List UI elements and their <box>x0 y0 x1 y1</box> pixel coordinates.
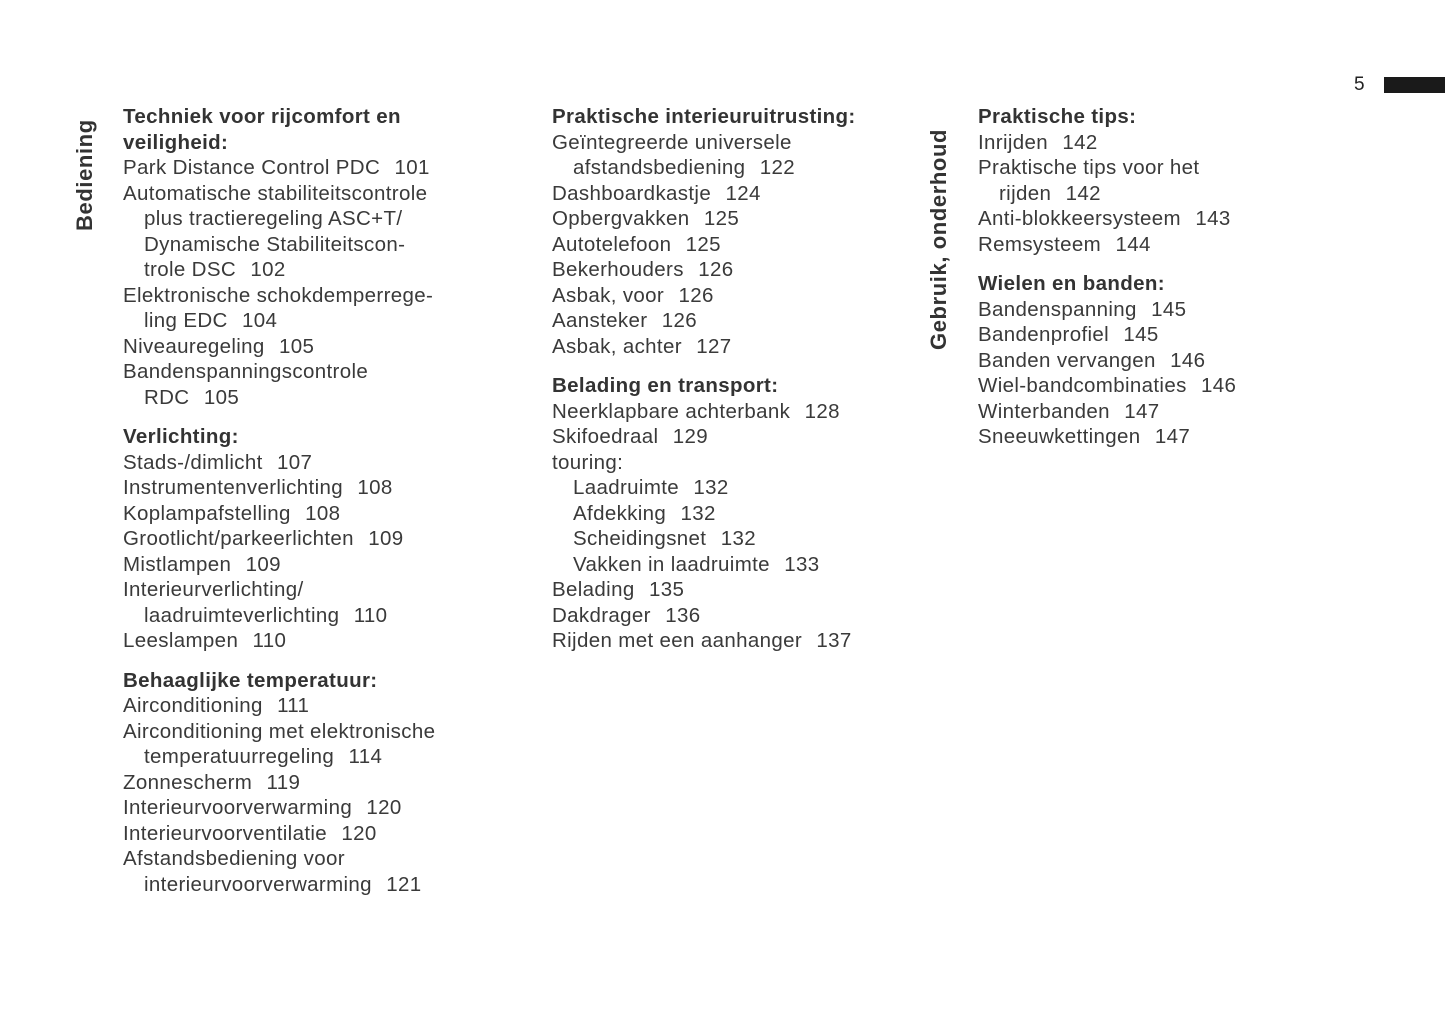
toc-entry[interactable] <box>552 232 912 258</box>
entry-line <box>978 348 1418 374</box>
entry-label: Sneeuwkettingen <box>978 425 1141 448</box>
entry-page-number: 145 <box>1151 297 1187 321</box>
toc-section <box>552 373 912 654</box>
entry-line <box>552 130 912 156</box>
section-title: Praktische tips: <box>978 105 1137 128</box>
entry-page-number: 126 <box>698 258 734 281</box>
entry-label: Skifoedraal <box>552 425 659 448</box>
entry-line <box>978 181 1418 207</box>
entry-page-number: 147 <box>1124 399 1160 423</box>
entry-line <box>552 603 912 629</box>
toc-entry[interactable] <box>552 450 912 476</box>
entry-line <box>123 872 523 898</box>
entry-line <box>123 821 523 847</box>
entry-line <box>123 283 523 309</box>
entry-label: Park Distance Control PDC <box>123 156 381 179</box>
entry-label: Winterbanden <box>978 399 1110 423</box>
toc-entry[interactable] <box>978 130 1418 156</box>
entry-label: Afstandsbediening voor <box>123 847 345 870</box>
entry-label: Asbak, achter <box>552 334 682 358</box>
entry-page-number: 144 <box>1115 232 1151 256</box>
toc-entry[interactable] <box>552 206 912 232</box>
side-label-bediening: Bediening <box>72 119 97 231</box>
entry-label: Neerklapbare achterbank <box>552 399 791 423</box>
entry-label: Banden vervangen <box>978 348 1156 372</box>
toc-entry[interactable] <box>123 577 523 628</box>
entry-line <box>552 155 912 181</box>
toc-entry[interactable] <box>123 334 523 360</box>
entry-page-number: 129 <box>672 425 709 448</box>
entry-line <box>552 181 912 207</box>
entry-line <box>123 628 523 654</box>
entry-label: Aansteker <box>552 309 648 332</box>
entry-label: Airconditioning met elektronische <box>123 719 436 743</box>
entry-page-number: 142 <box>1065 181 1101 205</box>
entry-page-number: 127 <box>696 334 732 358</box>
page-number: 5 <box>1354 74 1365 95</box>
entry-label: Bandenspanningscontrole <box>123 360 369 383</box>
toc-entry[interactable] <box>123 450 523 476</box>
entry-line <box>552 577 912 603</box>
entry-line <box>552 424 912 450</box>
entry-label: laadruimteverlichting <box>144 603 340 627</box>
entry-page-number: 104 <box>242 309 278 332</box>
toc-entry[interactable] <box>123 628 523 654</box>
entry-label: Vakken in laadruimte <box>573 552 770 576</box>
entry-line <box>123 308 523 334</box>
entry-label: Leeslampen <box>123 629 239 652</box>
entry-label: interieurvoorverwarming <box>144 872 372 896</box>
toc-entry[interactable] <box>552 130 912 181</box>
entry-page-number: 108 <box>357 476 393 499</box>
entry-label: Instrumentenverlichting <box>123 476 343 499</box>
entry-label: Dakdrager <box>552 603 651 627</box>
toc-entry[interactable] <box>552 552 912 578</box>
entry-page-number: 133 <box>784 552 820 576</box>
toc-entry[interactable] <box>123 475 523 501</box>
entry-line <box>552 526 912 552</box>
entry-label: Interieurvoorventilatie <box>123 821 328 845</box>
section-title: Verlichting: <box>123 425 239 448</box>
toc-section <box>978 271 1418 450</box>
entry-line <box>552 308 912 334</box>
toc-entry[interactable] <box>552 257 912 283</box>
entry-line <box>123 744 523 770</box>
entry-label: Rijden met een aanhanger <box>552 629 803 652</box>
entry-line <box>123 257 523 283</box>
entry-label: plus tractieregeling ASC+T/ <box>144 207 403 230</box>
entry-page-number: 126 <box>678 283 714 307</box>
entry-page-number: 147 <box>1154 425 1191 448</box>
entry-page-number: 120 <box>366 796 402 819</box>
toc-entry[interactable] <box>978 232 1418 258</box>
entry-page-number: 132 <box>680 501 716 525</box>
entry-page-number: 105 <box>203 385 240 409</box>
entry-line <box>552 475 912 501</box>
toc-section <box>123 104 523 410</box>
toc-entry[interactable] <box>123 770 523 796</box>
toc-section <box>123 668 523 898</box>
entry-label: Afdekking <box>573 501 667 525</box>
toc-entry[interactable] <box>978 373 1418 399</box>
toc-entry[interactable] <box>978 297 1418 323</box>
entry-line <box>978 130 1418 156</box>
entry-line <box>978 206 1418 232</box>
section-title: Techniek voor rijcomfort en <box>123 105 401 128</box>
entry-label: Laadruimte <box>573 476 680 499</box>
entry-page-number: 105 <box>279 334 315 358</box>
entry-line <box>123 501 523 527</box>
toc-entry[interactable] <box>123 693 523 719</box>
entry-line <box>552 257 912 283</box>
toc-entry[interactable] <box>552 577 912 603</box>
entry-page-number: 122 <box>759 156 795 179</box>
toc-entry[interactable] <box>552 424 912 450</box>
entry-page-number: 110 <box>353 603 388 627</box>
entry-label: Belading <box>552 578 635 601</box>
entry-page-number: 137 <box>816 629 852 652</box>
section-title: Wielen en banden: <box>978 272 1165 295</box>
entry-page-number: 125 <box>685 232 721 256</box>
entry-page-number: 119 <box>266 770 301 794</box>
entry-page-number: 135 <box>648 578 685 601</box>
entry-label: temperatuurregeling <box>144 745 335 768</box>
page-tab-marker <box>1384 77 1445 93</box>
toc-entry[interactable] <box>123 181 523 283</box>
section-title: Behaaglijke temperatuur: <box>123 668 378 692</box>
toc-column-1 <box>123 104 523 911</box>
entry-line <box>123 795 523 821</box>
entry-label: rijden <box>999 181 1052 205</box>
entry-line <box>123 450 523 476</box>
entry-page-number: 125 <box>703 207 740 230</box>
toc-section <box>552 104 912 359</box>
toc-entry[interactable] <box>123 821 523 847</box>
entry-line <box>978 155 1418 181</box>
entry-line <box>123 475 523 501</box>
entry-line <box>123 359 523 385</box>
entry-label: Scheidingsnet <box>573 527 707 550</box>
entry-label: Geïntegreerde universele <box>552 130 792 154</box>
entry-line <box>978 232 1418 258</box>
entry-label: Airconditioning <box>123 694 263 717</box>
entry-line <box>978 373 1418 399</box>
entry-page-number: 128 <box>804 399 840 423</box>
toc-entry[interactable] <box>552 308 912 334</box>
toc-entry[interactable] <box>123 552 523 578</box>
entry-line <box>123 334 523 360</box>
toc-entry[interactable] <box>123 846 523 897</box>
entry-line <box>123 693 523 719</box>
entry-label: Interieurverlichting/ <box>123 578 304 601</box>
entry-line <box>552 399 912 425</box>
entry-line <box>552 334 912 360</box>
toc-entry[interactable] <box>552 475 912 501</box>
entry-line <box>123 385 523 411</box>
entry-label: trole DSC <box>144 258 237 281</box>
entry-page-number: 114 <box>348 745 383 768</box>
entry-line <box>978 297 1418 323</box>
entry-page-number: 146 <box>1170 348 1206 372</box>
toc-column-2 <box>552 104 912 668</box>
entry-page-number: 121 <box>386 872 422 896</box>
entry-page-number: 109 <box>245 552 281 576</box>
entry-label: Grootlicht/parkeerlichten <box>123 527 354 550</box>
entry-line <box>123 577 523 603</box>
entry-line <box>552 450 912 476</box>
toc-entry[interactable] <box>552 501 912 527</box>
toc-entry[interactable] <box>978 399 1418 425</box>
entry-page-number: 142 <box>1062 130 1098 154</box>
toc-entry[interactable] <box>123 795 523 821</box>
entry-page-number: 145 <box>1123 323 1159 346</box>
entry-label: Bandenspanning <box>978 297 1137 321</box>
entry-page-number: 109 <box>368 527 404 550</box>
entry-line <box>123 770 523 796</box>
entry-label: Koplampafstelling <box>123 501 291 525</box>
entry-line <box>552 283 912 309</box>
entry-label: Bandenprofiel <box>978 323 1110 346</box>
entry-page-number: 110 <box>252 629 287 652</box>
toc-entry[interactable] <box>123 526 523 552</box>
toc-entry[interactable] <box>552 399 912 425</box>
entry-label: Zonnescherm <box>123 770 253 794</box>
entry-label: ling EDC <box>144 309 228 332</box>
entry-line <box>123 232 523 258</box>
section-title: Belading en transport: <box>552 374 779 397</box>
entry-line <box>123 181 523 207</box>
entry-page-number: 107 <box>277 450 313 474</box>
entry-label: afstandsbediening <box>573 156 746 179</box>
toc-entry[interactable] <box>123 501 523 527</box>
toc-entry[interactable] <box>123 359 523 410</box>
section-title: veiligheid: <box>123 130 229 154</box>
entry-line <box>123 526 523 552</box>
toc-entry[interactable] <box>123 155 523 181</box>
entry-line <box>552 628 912 654</box>
toc-entry[interactable] <box>978 322 1418 348</box>
side-label-gebruik-onderhoud: Gebruik, onderhoud <box>926 128 951 350</box>
entry-line <box>123 155 523 181</box>
entry-line <box>978 424 1418 450</box>
entry-label: Mistlampen <box>123 552 232 576</box>
entry-page-number: 101 <box>394 156 430 179</box>
toc-entry[interactable] <box>552 526 912 552</box>
entry-page-number: 143 <box>1195 207 1231 230</box>
entry-line <box>552 552 912 578</box>
entry-label: Niveauregeling <box>123 334 265 358</box>
entry-label: Stads-/dimlicht <box>123 450 263 474</box>
entry-page-number: 146 <box>1201 374 1237 397</box>
entry-line <box>123 552 523 578</box>
entry-page-number: 126 <box>661 309 698 332</box>
entry-page-number: 108 <box>305 501 341 525</box>
entry-page-number: 124 <box>725 181 761 205</box>
toc-entry[interactable] <box>552 628 912 654</box>
entry-label: Interieurvoorverwarming <box>123 796 353 819</box>
toc-entry[interactable] <box>978 155 1418 206</box>
entry-label: Autotelefoon <box>552 232 672 256</box>
entry-label: Bekerhouders <box>552 258 684 281</box>
entry-label: touring: <box>552 450 624 474</box>
entry-line <box>123 206 523 232</box>
entry-label: Dashboardkastje <box>552 181 712 205</box>
entry-line <box>552 206 912 232</box>
toc-entry[interactable] <box>978 206 1418 232</box>
entry-label: Opbergvakken <box>552 207 690 230</box>
entry-label: Anti-blokkeersysteem <box>978 207 1181 230</box>
toc-entry[interactable] <box>123 283 523 334</box>
entry-label: Automatische stabiliteitscontrole <box>123 181 428 205</box>
toc-entry[interactable] <box>552 334 912 360</box>
entry-label: RDC <box>144 385 190 409</box>
entry-line <box>978 322 1418 348</box>
entry-page-number: 111 <box>277 694 310 717</box>
toc-section <box>123 424 523 654</box>
entry-label: Wiel-bandcombinaties <box>978 374 1187 397</box>
entry-line <box>552 232 912 258</box>
entry-line <box>123 846 523 872</box>
entry-label: Dynamische Stabiliteitscon- <box>144 232 406 256</box>
entry-label: Remsysteem <box>978 232 1102 256</box>
toc-section <box>978 104 1418 257</box>
entry-page-number: 120 <box>341 821 377 845</box>
toc-entry[interactable] <box>552 603 912 629</box>
entry-label: Praktische tips voor het <box>978 156 1200 179</box>
toc-entry[interactable] <box>552 181 912 207</box>
entry-line <box>123 603 523 629</box>
entry-label: Elektronische schokdemperrege- <box>123 283 434 307</box>
entry-line <box>978 399 1418 425</box>
entry-page-number: 102 <box>250 258 286 281</box>
toc-entry[interactable] <box>552 283 912 309</box>
entry-label: Asbak, voor <box>552 283 665 307</box>
entry-page-number: 136 <box>665 603 701 627</box>
entry-page-number: 132 <box>693 476 729 499</box>
entry-label: Inrijden <box>978 130 1049 154</box>
entry-line <box>552 501 912 527</box>
entry-page-number: 132 <box>720 527 756 550</box>
entry-line <box>123 719 523 745</box>
toc-column-3 <box>978 104 1418 464</box>
toc-entry[interactable] <box>978 424 1418 450</box>
section-title: Praktische interieuruitrusting: <box>552 105 856 128</box>
toc-entry[interactable] <box>978 348 1418 374</box>
toc-entry[interactable] <box>123 719 523 770</box>
